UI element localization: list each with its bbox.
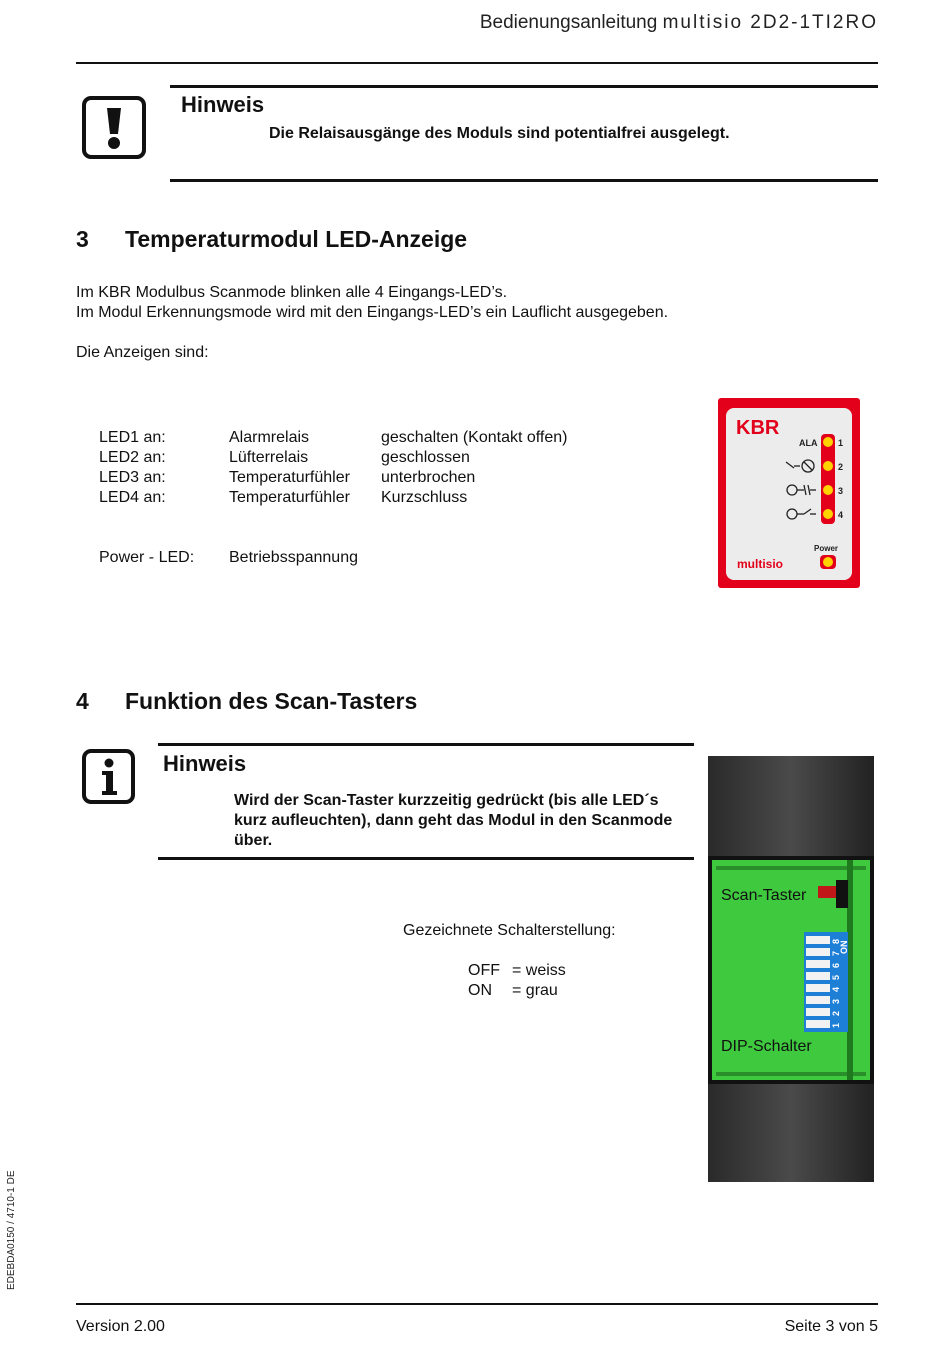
led-dot — [823, 509, 833, 519]
kbr-led-panel — [718, 398, 860, 588]
ala-label: ALA — [799, 438, 818, 448]
section3-para2: Die Anzeigen sind: — [76, 344, 209, 361]
hinweis1-title: Hinweis — [181, 92, 265, 117]
on-value: = grau — [512, 982, 558, 999]
switch-caption: Gezeichnete Schalterstellung: — [403, 922, 616, 939]
multisio-logo: multisio — [737, 557, 784, 571]
info-icon — [82, 749, 135, 804]
section3-para1-line1: Im KBR Modulbus Scanmode blinken alle 4 Eingangs-LED’s. — [76, 284, 508, 301]
led-state: geschlossen — [381, 449, 470, 466]
power-led-label: Power - LED: — [99, 549, 195, 566]
footer-version: Version 2.00 — [76, 1318, 165, 1335]
hinweis2-bottom-rule — [158, 857, 694, 860]
dip-on-label: ON — [839, 940, 849, 954]
document-header — [480, 12, 878, 34]
led-number: 1 — [838, 438, 844, 448]
footer-rule — [76, 1303, 878, 1305]
section3-para1-line2: Im Modul Erkennungsmode wird mit den Eingangs-LED’s ein Lauflicht ausgegeben. — [76, 304, 669, 321]
dip-number: 7 — [831, 950, 841, 956]
led-state: Kurzschluss — [381, 489, 468, 506]
header-title-product: multisio 2D2-1TI2RO — [662, 12, 878, 33]
led-label: LED3 an: — [99, 469, 166, 486]
kbr-logo: KBR — [736, 417, 780, 439]
header-rule — [76, 62, 878, 64]
document-code: EDEBDA0150 / 4710-1 DE — [6, 1170, 17, 1290]
led-dot — [823, 437, 833, 447]
hinweis2-line1: Wird der Scan-Taster kurzzeitig gedrückt (bis alle LED´s — [234, 792, 659, 809]
section4-title: Funktion des Scan-Tasters — [125, 688, 418, 714]
exclamation-icon — [82, 96, 146, 159]
hinweis1-bottom-rule — [170, 179, 878, 182]
led-label: LED2 an: — [99, 449, 166, 466]
dip-number: 4 — [831, 986, 841, 992]
header-title-prefix: Bedienungsanleitung — [479, 12, 658, 33]
power-led-dot — [823, 557, 833, 567]
led-device: Alarmrelais — [229, 429, 310, 446]
hinweis1-text: Die Relaisausgänge des Moduls sind potentialfrei ausgelegt. — [269, 125, 730, 142]
dip-number: 5 — [831, 974, 841, 980]
dip-number: 8 — [831, 938, 841, 944]
scan-taster-label: Scan-Taster — [721, 887, 807, 904]
off-label: OFF — [468, 962, 500, 979]
on-label: ON — [468, 982, 492, 999]
bottom-vent — [716, 1072, 866, 1076]
led-label: LED1 an: — [99, 429, 166, 446]
top-vent — [716, 866, 866, 870]
hinweis1-top-rule — [170, 85, 878, 88]
led-number: 3 — [838, 486, 844, 496]
led-dot — [823, 485, 833, 495]
module-scan-image — [708, 756, 874, 1182]
hinweis2-line3: über. — [234, 832, 273, 849]
led-state: geschalten (Kontakt offen) — [381, 429, 568, 446]
scan-button — [818, 886, 838, 898]
led-number: 4 — [838, 510, 844, 520]
section3-number: 3 — [76, 226, 89, 252]
scan-button-body — [836, 880, 848, 908]
hinweis2-title: Hinweis — [163, 751, 247, 776]
footer-page-number: Seite 3 von 5 — [784, 1318, 878, 1335]
dip-schalter-label: DIP-Schalter — [721, 1038, 812, 1055]
led-label: LED4 an: — [99, 489, 166, 506]
hinweis2-line2: kurz aufleuchten), dann geht das Modul in den Scanmode — [234, 812, 673, 829]
dip-number: 2 — [831, 1010, 841, 1016]
hinweis2-top-rule — [158, 743, 694, 746]
led-device: Temperaturfühler — [229, 469, 350, 486]
power-led-device: Betriebsspannung — [229, 549, 358, 566]
led-device: Lüfterrelais — [229, 449, 309, 466]
dip-number: 1 — [831, 1022, 841, 1028]
dip-number: 3 — [831, 998, 841, 1004]
dip-number: 6 — [831, 962, 841, 968]
section4-number: 4 — [76, 688, 89, 714]
led-device: Temperaturfühler — [229, 489, 350, 506]
power-label: Power — [814, 544, 839, 553]
section3-title: Temperaturmodul LED-Anzeige — [125, 226, 468, 252]
led-number: 2 — [838, 462, 844, 472]
off-value: = weiss — [512, 962, 566, 979]
led-dot — [823, 461, 833, 471]
led-state: unterbrochen — [381, 469, 476, 486]
